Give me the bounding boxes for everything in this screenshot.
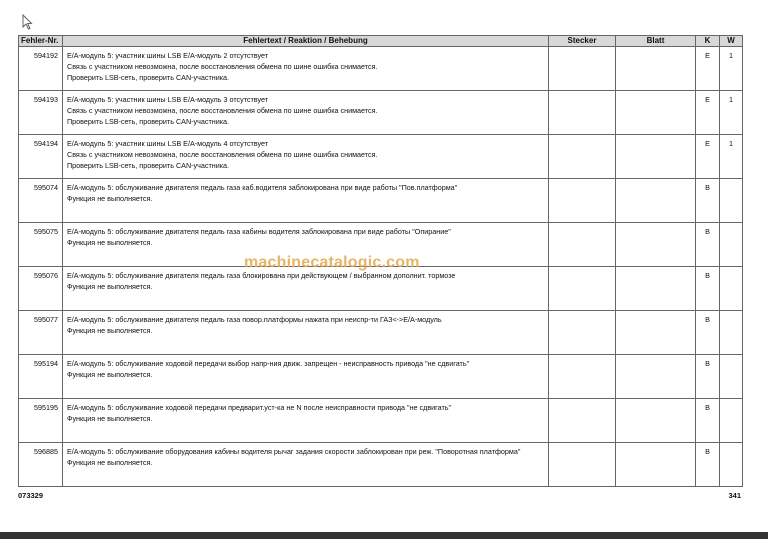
sheet-cell bbox=[616, 223, 696, 267]
error-text-line: E/A-модуль 5: обслуживание оборудования кабины водителя рычаг задания скорости заблокирован при реж. "Поворотная платформа" bbox=[67, 447, 521, 456]
error-text bbox=[63, 399, 549, 443]
error-text-line: Связь с участником невозможна, после восстановления обмена по шине ошибка снимается. bbox=[67, 62, 378, 71]
error-text-line: E/A-модуль 5: обслуживание двигателя педаль газа кабины водителя заблокирована при виде работы "Опирание" bbox=[67, 227, 451, 236]
error-text bbox=[63, 443, 549, 487]
viewer-bottom-bar bbox=[0, 532, 768, 539]
k-cell: B bbox=[696, 399, 720, 443]
sheet-cell bbox=[616, 355, 696, 399]
error-text-line: E/A-модуль 5: обслуживание двигателя педаль газа повор.платформы нажата при неиспр-ти ГАЗ<->E/A-модуль bbox=[67, 315, 442, 324]
error-number: 594193 bbox=[19, 91, 63, 135]
w-cell bbox=[720, 267, 743, 311]
k-cell: B bbox=[696, 267, 720, 311]
error-number: 595074 bbox=[19, 179, 63, 223]
sheet-cell bbox=[616, 91, 696, 135]
error-text bbox=[63, 179, 549, 223]
k-cell: B bbox=[696, 223, 720, 267]
sheet-cell bbox=[616, 399, 696, 443]
table-row bbox=[19, 311, 743, 355]
mouse-cursor-icon bbox=[22, 14, 34, 30]
error-number: 594192 bbox=[19, 47, 63, 91]
table-row bbox=[19, 355, 743, 399]
error-text-line: Функция не выполняется. bbox=[67, 414, 153, 423]
page-number: 341 bbox=[728, 491, 741, 500]
error-text-line: Связь с участником невозможна, после восстановления обмена по шине ошибка снимается. bbox=[67, 150, 378, 159]
connector-cell bbox=[549, 267, 616, 311]
error-text-line: Функция не выполняется. bbox=[67, 238, 153, 247]
error-number: 596885 bbox=[19, 443, 63, 487]
table-row bbox=[19, 399, 743, 443]
sheet-cell bbox=[616, 267, 696, 311]
connector-cell bbox=[549, 223, 616, 267]
error-text bbox=[63, 267, 549, 311]
sheet-cell bbox=[616, 443, 696, 487]
table-row bbox=[19, 135, 743, 179]
error-text bbox=[63, 135, 549, 179]
error-text-line: Проверить LSB-сеть, проверить CAN-участника. bbox=[67, 161, 230, 170]
k-cell: E bbox=[696, 47, 720, 91]
connector-cell bbox=[549, 135, 616, 179]
k-cell: E bbox=[696, 91, 720, 135]
error-text-line: E/A-модуль 5: обслуживание ходовой передачи предварит.уст-ка не N после неисправности привода "не сдвигать" bbox=[67, 403, 452, 412]
table-row bbox=[19, 179, 743, 223]
col-header-error-text: Fehlertext / Reaktion / Behebung bbox=[63, 36, 549, 47]
sheet-cell bbox=[616, 135, 696, 179]
error-number: 595075 bbox=[19, 223, 63, 267]
table-row bbox=[19, 91, 743, 135]
error-text-line: Функция не выполняется. bbox=[67, 458, 153, 467]
connector-cell bbox=[549, 443, 616, 487]
error-text bbox=[63, 91, 549, 135]
sheet-cell bbox=[616, 179, 696, 223]
connector-cell bbox=[549, 355, 616, 399]
k-cell: B bbox=[696, 355, 720, 399]
w-cell bbox=[720, 179, 743, 223]
error-text-line: Проверить LSB-сеть, проверить CAN-участника. bbox=[67, 73, 230, 82]
error-text bbox=[63, 311, 549, 355]
error-text-line: E/A-модуль 5: участник шины LSB E/A-модуль 3 отсутствует bbox=[67, 95, 269, 104]
w-cell bbox=[720, 399, 743, 443]
w-cell bbox=[720, 355, 743, 399]
error-text-line: Функция не выполняется. bbox=[67, 370, 153, 379]
col-header-k: K bbox=[696, 36, 720, 47]
connector-cell bbox=[549, 399, 616, 443]
w-cell bbox=[720, 223, 743, 267]
col-header-sheet: Blatt bbox=[616, 36, 696, 47]
col-header-connector: Stecker bbox=[549, 36, 616, 47]
error-text-line: E/A-модуль 5: обслуживание двигателя педаль газа блокирована при действующем / выбранном дополнит. тормозе bbox=[67, 271, 456, 280]
error-text-line: Проверить LSB-сеть, проверить CAN-участника. bbox=[67, 117, 230, 126]
connector-cell bbox=[549, 311, 616, 355]
watermark: machinecatalogic.com bbox=[244, 254, 420, 271]
sheet-cell bbox=[616, 311, 696, 355]
w-cell: 1 bbox=[720, 135, 743, 179]
k-cell: B bbox=[696, 179, 720, 223]
error-number: 595195 bbox=[19, 399, 63, 443]
error-text bbox=[63, 355, 549, 399]
error-text-line: E/A-модуль 5: участник шины LSB E/A-модуль 4 отсутствует bbox=[67, 139, 269, 148]
error-number: 595194 bbox=[19, 355, 63, 399]
connector-cell bbox=[549, 47, 616, 91]
table-row bbox=[19, 47, 743, 91]
table-header-row bbox=[19, 36, 743, 47]
w-cell: 1 bbox=[720, 91, 743, 135]
error-text-line: E/A-модуль 5: обслуживание ходовой передачи выбор напр-ния движ. запрещен - неисправность привода "не сдвигать" bbox=[67, 359, 470, 368]
error-text-line: E/A-модуль 5: участник шины LSB E/A-модуль 2 отсутствует bbox=[67, 51, 269, 60]
error-text-line: Функция не выполняется. bbox=[67, 326, 153, 335]
w-cell bbox=[720, 311, 743, 355]
error-text-line: E/A-модуль 5: обслуживание двигателя педаль газа каб.водителя заблокирована при виде работы "Пов.платформа" bbox=[67, 183, 458, 192]
table-row bbox=[19, 267, 743, 311]
document-number: 073329 bbox=[18, 491, 44, 500]
error-text-line: Функция не выполняется. bbox=[67, 194, 153, 203]
error-number: 595076 bbox=[19, 267, 63, 311]
error-number: 594194 bbox=[19, 135, 63, 179]
w-cell bbox=[720, 443, 743, 487]
k-cell: E bbox=[696, 135, 720, 179]
connector-cell bbox=[549, 179, 616, 223]
col-header-w: W bbox=[720, 36, 743, 47]
error-text-line: Функция не выполняется. bbox=[67, 282, 153, 291]
w-cell: 1 bbox=[720, 47, 743, 91]
k-cell: B bbox=[696, 443, 720, 487]
error-text bbox=[63, 47, 549, 91]
connector-cell bbox=[549, 91, 616, 135]
error-number: 595077 bbox=[19, 311, 63, 355]
k-cell: B bbox=[696, 311, 720, 355]
table-row bbox=[19, 443, 743, 487]
error-text-line: Связь с участником невозможна, после восстановления обмена по шине ошибка снимается. bbox=[67, 106, 378, 115]
sheet-cell bbox=[616, 47, 696, 91]
col-header-error-number: Fehler-Nr. bbox=[19, 36, 63, 47]
